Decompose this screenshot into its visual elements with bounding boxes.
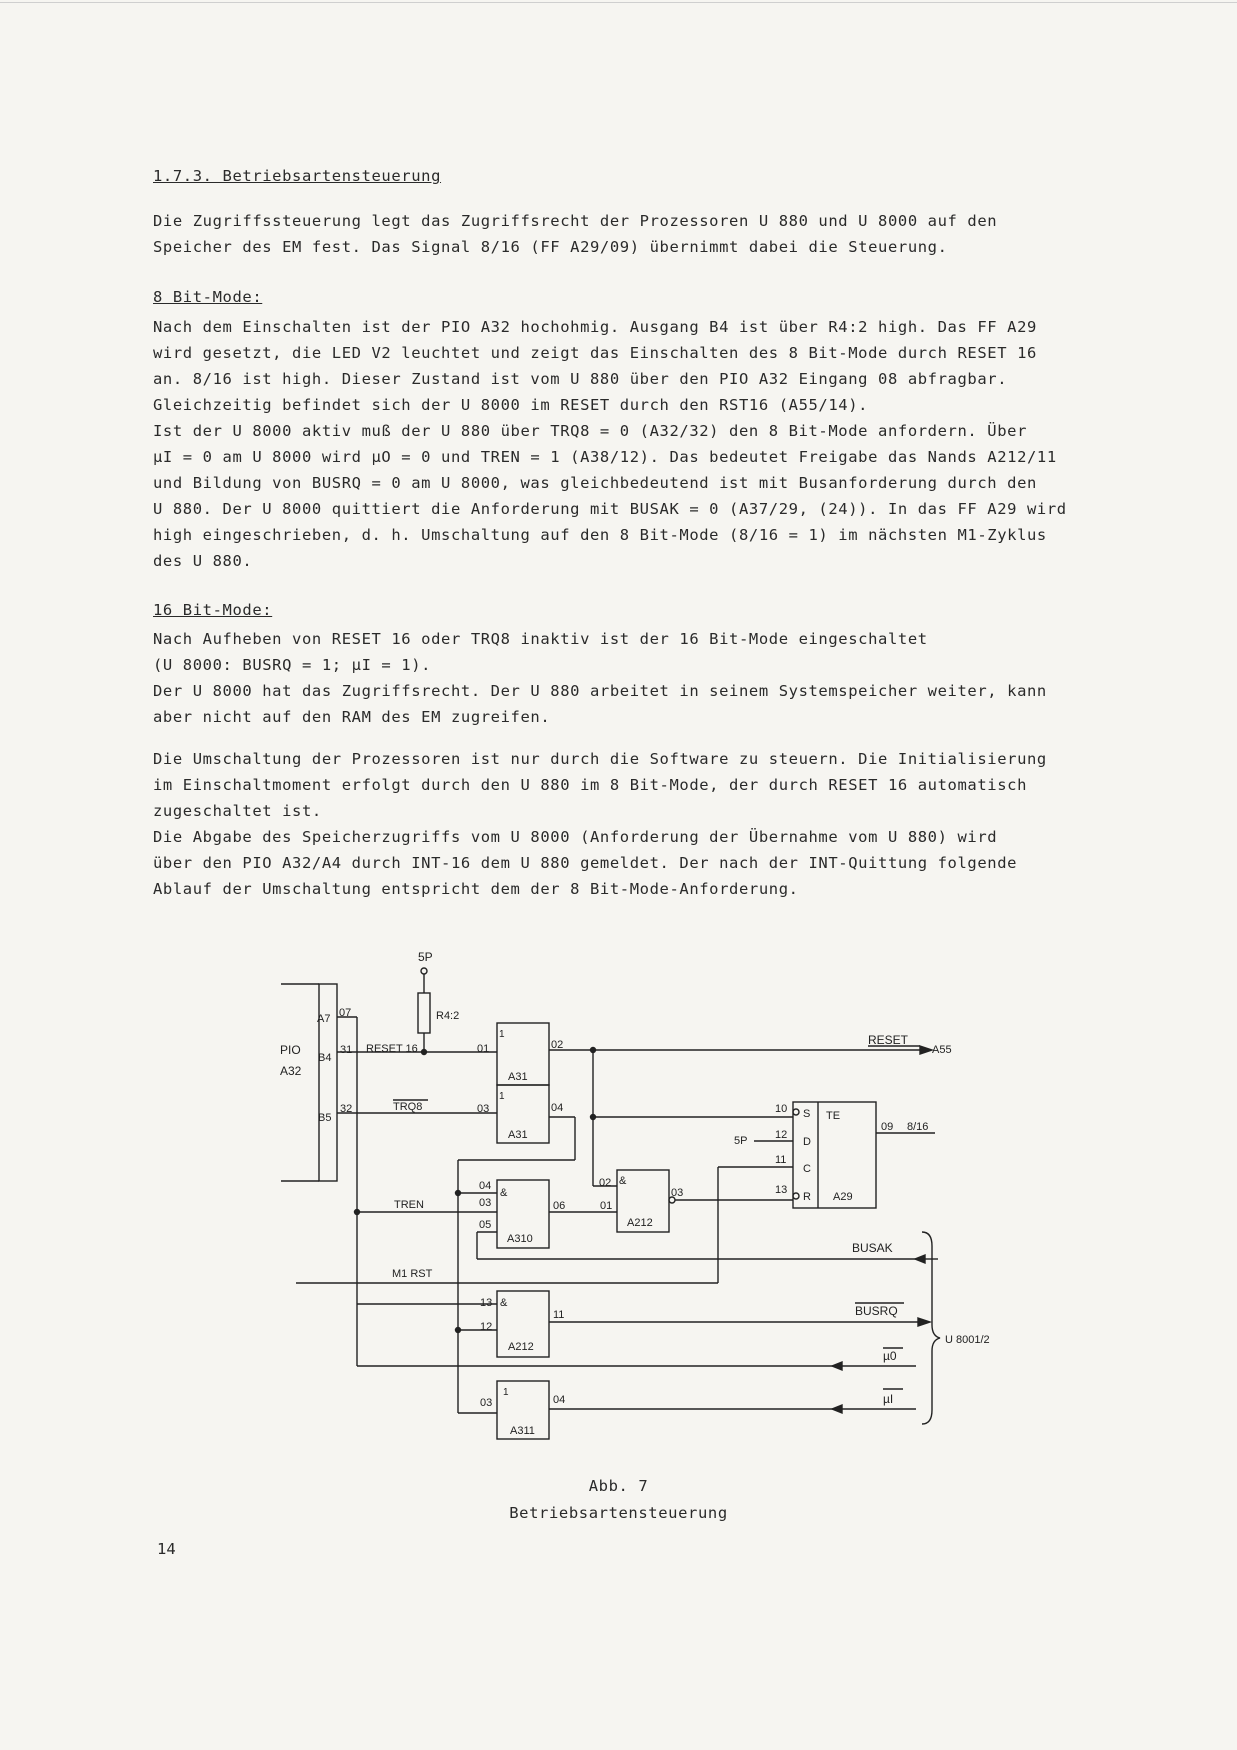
sp-top-label: 5P	[418, 950, 433, 964]
gate-a31-label: A31	[508, 1071, 528, 1083]
pin-label: 05	[479, 1219, 492, 1231]
switching-line: im Einschaltmoment erfolgt durch den U 880 im 8 Bit-Mode, der durch RESET 16 automatisch	[153, 776, 1027, 794]
ff-r-label: R	[803, 1191, 811, 1203]
out816-label: 8/16	[907, 1121, 929, 1133]
pin-label: 12	[480, 1321, 493, 1333]
pin-label: 03	[671, 1187, 684, 1199]
arrow-head	[920, 1046, 932, 1054]
junction	[456, 1328, 461, 1333]
junction	[456, 1191, 461, 1196]
pin-label: 10	[775, 1103, 788, 1115]
mode8-line: Nach dem Einschalten ist der PIO A32 hochohmig. Ausgang B4 ist über R4:2 high. Das FF A29	[153, 318, 1037, 336]
sp-mid-label: 5P	[734, 1135, 748, 1147]
arrow-head	[832, 1362, 842, 1370]
mode8-heading: 8 Bit-Mode:	[153, 288, 263, 306]
resistor-r42	[418, 993, 430, 1033]
section-heading: 1.7.3. Betriebsartensteuerung	[153, 167, 442, 185]
mode8-line: des U 880.	[153, 552, 253, 570]
gate-a311-label: A311	[510, 1425, 535, 1437]
switching-line: über den PIO A32/A4 durch INT-16 dem U 880 gemeldet. Der nach der INT-Quittung folgende	[153, 854, 1018, 872]
ff-c-label: C	[803, 1163, 811, 1175]
busrq-label: BUSRQ	[855, 1304, 898, 1318]
tren-label: TREN	[394, 1199, 424, 1211]
inverter-bubble	[793, 1193, 799, 1199]
pin-label: 01	[477, 1043, 490, 1055]
gate-symbol: &	[500, 1187, 508, 1199]
figure-number: Abb. 7	[588, 1477, 649, 1495]
ff-a29-label: A29	[833, 1191, 853, 1203]
pin-32-label: 32	[340, 1103, 353, 1115]
mode8-line: high eingeschrieben, d. h. Umschaltung auf den 8 Bit-Mode (8/16 = 1) im nächsten M1-Zyklus	[153, 526, 1047, 544]
pin-07-label: 07	[339, 1007, 352, 1019]
gate-symbol: &	[619, 1175, 627, 1187]
mode8-line: wird gesetzt, die LED V2 leuchtet und zeigt das Einschalten des 8 Bit-Mode durch RESET 16	[153, 344, 1037, 362]
m1rst-label: M1 RST	[392, 1268, 433, 1280]
u8001-label: U 8001/2	[945, 1334, 990, 1346]
arrow-head	[915, 1255, 925, 1263]
mode16-heading: 16 Bit-Mode:	[153, 601, 273, 619]
gate-symbol: 1	[499, 1029, 505, 1040]
mui-label: µI	[883, 1392, 894, 1406]
junction	[591, 1115, 596, 1120]
busak-label: BUSAK	[852, 1241, 893, 1255]
a32-label: A32	[280, 1064, 302, 1078]
gate-a212-label: A212	[508, 1341, 534, 1353]
mode16-line: aber nicht auf den RAM des EM zugreifen.	[153, 708, 551, 726]
junction	[422, 1050, 427, 1055]
mode16-line: Nach Aufheben von RESET 16 oder TRQ8 inaktiv ist der 16 Bit-Mode eingeschaltet	[153, 630, 928, 648]
intro-line-2: Speicher des EM fest. Das Signal 8/16 (FF A29/09) übernimmt dabei die Steuerung.	[153, 238, 948, 256]
pin-label: 06	[553, 1200, 566, 1212]
pin-label: 04	[479, 1180, 492, 1192]
junction	[355, 1210, 360, 1215]
pio-label: PIO	[280, 1043, 301, 1057]
pin-label: 02	[599, 1177, 612, 1189]
pin-label: 02	[551, 1039, 564, 1051]
pin-label: 01	[600, 1200, 613, 1212]
inverter-bubble	[793, 1109, 799, 1115]
pin-label: 04	[553, 1394, 566, 1406]
pin-b5-label: B5	[318, 1112, 332, 1124]
mode8-line: Gleichzeitig befindet sich der U 8000 im RESET durch den RST16 (A55/14).	[153, 396, 869, 414]
pin-a7-label: A7	[317, 1013, 331, 1025]
reset-output-label: RESET	[868, 1033, 909, 1047]
pin-31-label: 31	[340, 1044, 353, 1056]
mode8-line: Ist der U 8000 aktiv muß der U 880 über TRQ8 = 0 (A32/32) den 8 Bit-Mode anfordern. Über	[153, 422, 1027, 440]
mode8-line: an. 8/16 ist high. Dieser Zustand ist vom U 880 über den PIO A32 Eingang 08 abfragbar.	[153, 370, 1008, 388]
pin-label: 12	[775, 1129, 788, 1141]
node	[421, 968, 427, 974]
arrow-head	[832, 1405, 842, 1413]
ff-te-label: TE	[826, 1110, 841, 1122]
switching-line: Ablauf der Umschaltung entspricht dem der 8 Bit-Mode-Anforderung.	[153, 880, 799, 898]
pin-label: 03	[477, 1103, 490, 1115]
switching-line: zugeschaltet ist.	[153, 802, 322, 820]
pin-label: 11	[553, 1309, 565, 1321]
reset16-label: RESET 16	[366, 1043, 418, 1055]
mode16-line: Der U 8000 hat das Zugriffsrecht. Der U 880 arbeitet in seinem Systemspeicher weiter, kann	[153, 682, 1047, 700]
mode8-line: U 880. Der U 8000 quittiert die Anforderung mit BUSAK = 0 (A37/29, (24)). In das FF A29 wird	[153, 500, 1067, 518]
pin-label: 04	[551, 1102, 564, 1114]
pin-label: 03	[479, 1197, 492, 1209]
ff-d-label: D	[803, 1136, 811, 1148]
arrow-head	[918, 1318, 930, 1326]
trq8-label: TRQ8	[393, 1101, 423, 1113]
pin-label: 03	[480, 1397, 493, 1409]
mode16-line: (U 8000: BUSRQ = 1; µI = 1).	[153, 656, 432, 674]
figure-title: Betriebsartensteuerung	[509, 1504, 728, 1522]
pin-label: 11	[775, 1154, 787, 1166]
pin-b4-label: B4	[318, 1052, 332, 1064]
pin-label: 09	[881, 1121, 894, 1133]
ff-s-label: S	[803, 1108, 811, 1120]
gate-a212-label: A212	[627, 1217, 653, 1229]
pin-label: 13	[775, 1184, 788, 1196]
mode8-line: und Bildung von BUSRQ = 0 am U 8000, was gleichbedeutend ist mit Busanforderung durch den	[153, 474, 1037, 492]
intro-line-1: Die Zugriffssteuerung legt das Zugriffsrecht der Prozessoren U 880 und U 8000 auf den	[153, 212, 998, 230]
gate-symbol: 1	[499, 1091, 505, 1102]
gate-a31-label: A31	[508, 1129, 528, 1141]
pin-label: 13	[480, 1297, 493, 1309]
a55-label: A55	[932, 1044, 952, 1056]
r42-label: R4:2	[436, 1010, 460, 1022]
gate-symbol: 1	[503, 1387, 509, 1398]
mu0-label: µ0	[883, 1349, 897, 1363]
switching-line: Die Abgabe des Speicherzugriffs vom U 8000 (Anforderung der Übernahme vom U 880) wird	[153, 828, 998, 846]
switching-line: Die Umschaltung der Prozessoren ist nur durch die Software zu steuern. Die Initialisierung	[153, 750, 1047, 768]
mode8-line: µI = 0 am U 8000 wird µO = 0 und TREN = 1 (A38/12). Das bedeutet Freigabe das Nands A212/11	[153, 448, 1057, 466]
gate-symbol: &	[500, 1297, 508, 1309]
page-number: 14	[157, 1540, 176, 1558]
gate-a310-label: A310	[507, 1233, 533, 1245]
